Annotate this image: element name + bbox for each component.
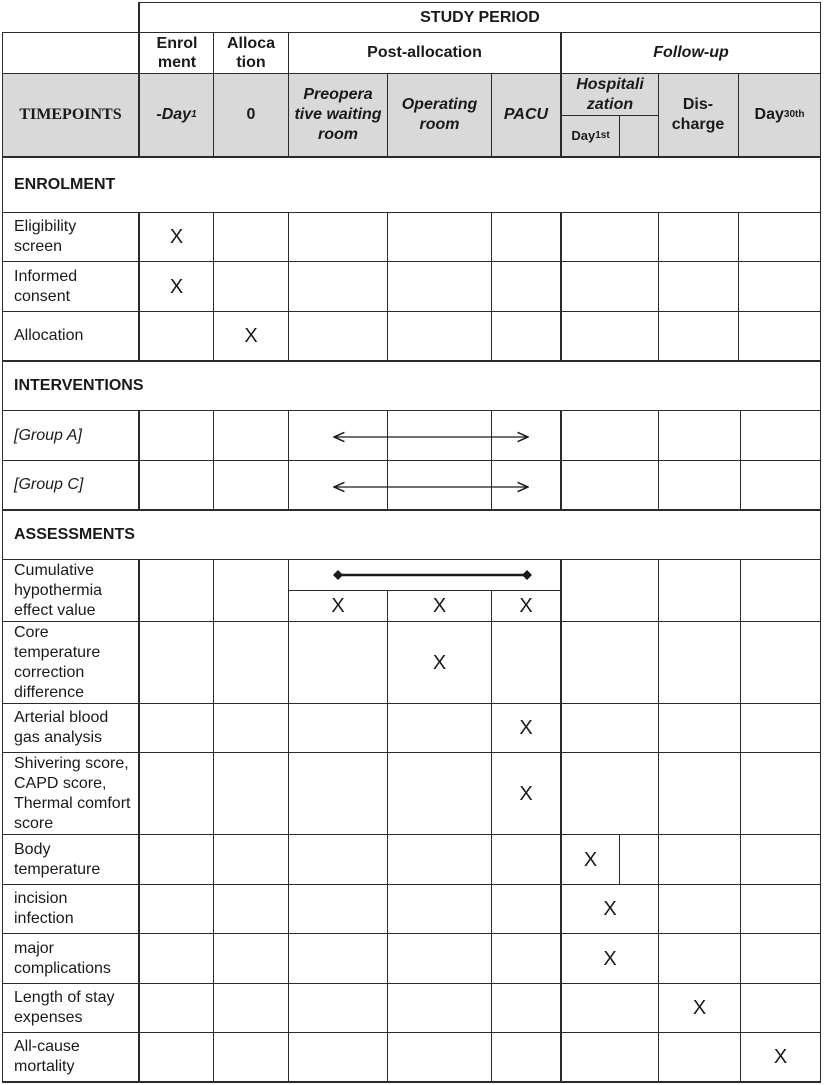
section-interventions: INTERVENTIONS (14, 377, 144, 394)
timepoint-day-minus-text: -Day (156, 106, 192, 123)
mark-shivering-pacu: X (519, 782, 533, 805)
mark-consent-day-minus: X (169, 275, 184, 298)
timepoint-operating-room: Operating room (401, 96, 478, 133)
timepoint-preoperative: Preopera tive waiting room (294, 86, 382, 143)
row-label-allocation: Allocation (14, 327, 84, 344)
row-label-eligibility-screen: Eligibility screen (14, 218, 77, 255)
mark-allocation-zero: X (244, 325, 258, 347)
mark-body-temperature-day-1st: X (583, 848, 598, 871)
timepoints-label: TIMEPOINTS (19, 106, 122, 123)
row-label-major-complications: major complications (14, 939, 111, 977)
row-label-core-temperature: Core temperature correction difference (14, 623, 101, 701)
interval-start-diamond (333, 570, 343, 580)
row-label-body-temperature: Body temperature (14, 840, 101, 878)
mark-cumulative-operating: X (432, 595, 447, 617)
section-enrolment: ENROLMENT (14, 176, 116, 193)
mark-cumulative-preoperative: X (331, 595, 345, 617)
post-allocation-header: Post-allocation (367, 44, 482, 61)
row-label-informed-consent: Informed consent (14, 267, 78, 305)
timepoint-hospitalization: Hospitali zation (576, 75, 644, 113)
row-label-group-a: [Group A] (14, 426, 82, 444)
interval-end-diamond (522, 570, 532, 580)
follow-up-header: Follow-up (653, 44, 729, 61)
row-label-cumulative-hypothermia: Cumulative hypothermia effect value (14, 561, 103, 619)
timepoint-day-minus: -Day 1 (156, 106, 197, 123)
timepoint-day-30th: Day 30th (754, 106, 805, 123)
row-label-shivering-score: Shivering score, CAPD score, Thermal comfort score (14, 754, 131, 832)
mark-core-temperature-operating: X (432, 651, 447, 674)
enrolment-header: Enrol ment (156, 35, 198, 71)
row-label-arterial-blood-gas: Arterial blood gas analysis (14, 709, 109, 746)
mark-length-discharge: X (692, 997, 707, 1019)
timepoint-pacu: PACU (503, 106, 549, 123)
study-period-header: STUDY PERIOD (420, 8, 540, 26)
timepoint-zero: 0 (246, 106, 256, 123)
timepoint-day-30th-text: Day (754, 106, 784, 123)
section-assessments: ASSESSMENTS (14, 526, 135, 543)
mark-eligibility-day-minus: X (169, 226, 184, 248)
mark-mortality-day-30th: X (773, 1046, 788, 1068)
row-label-all-cause-mortality: All-cause mortality (14, 1038, 80, 1075)
mark-incision-hospitalization: X (603, 898, 617, 920)
timepoint-discharge: Dis- charge (671, 96, 725, 133)
mark-abg-pacu: X (519, 717, 533, 739)
allocation-header: Alloca tion (226, 35, 275, 71)
timepoint-day-1st: Day 1st (562, 116, 619, 156)
mark-major-hospitalization: X (603, 947, 617, 970)
row-label-length-of-stay: Length of stay expenses (14, 989, 115, 1026)
row-label-incision-infection: incision infection (14, 890, 74, 927)
mark-cumulative-pacu: X (519, 595, 533, 617)
row-label-group-c: [Group C] (14, 476, 84, 493)
timepoint-day-1st-text: Day (571, 128, 596, 143)
